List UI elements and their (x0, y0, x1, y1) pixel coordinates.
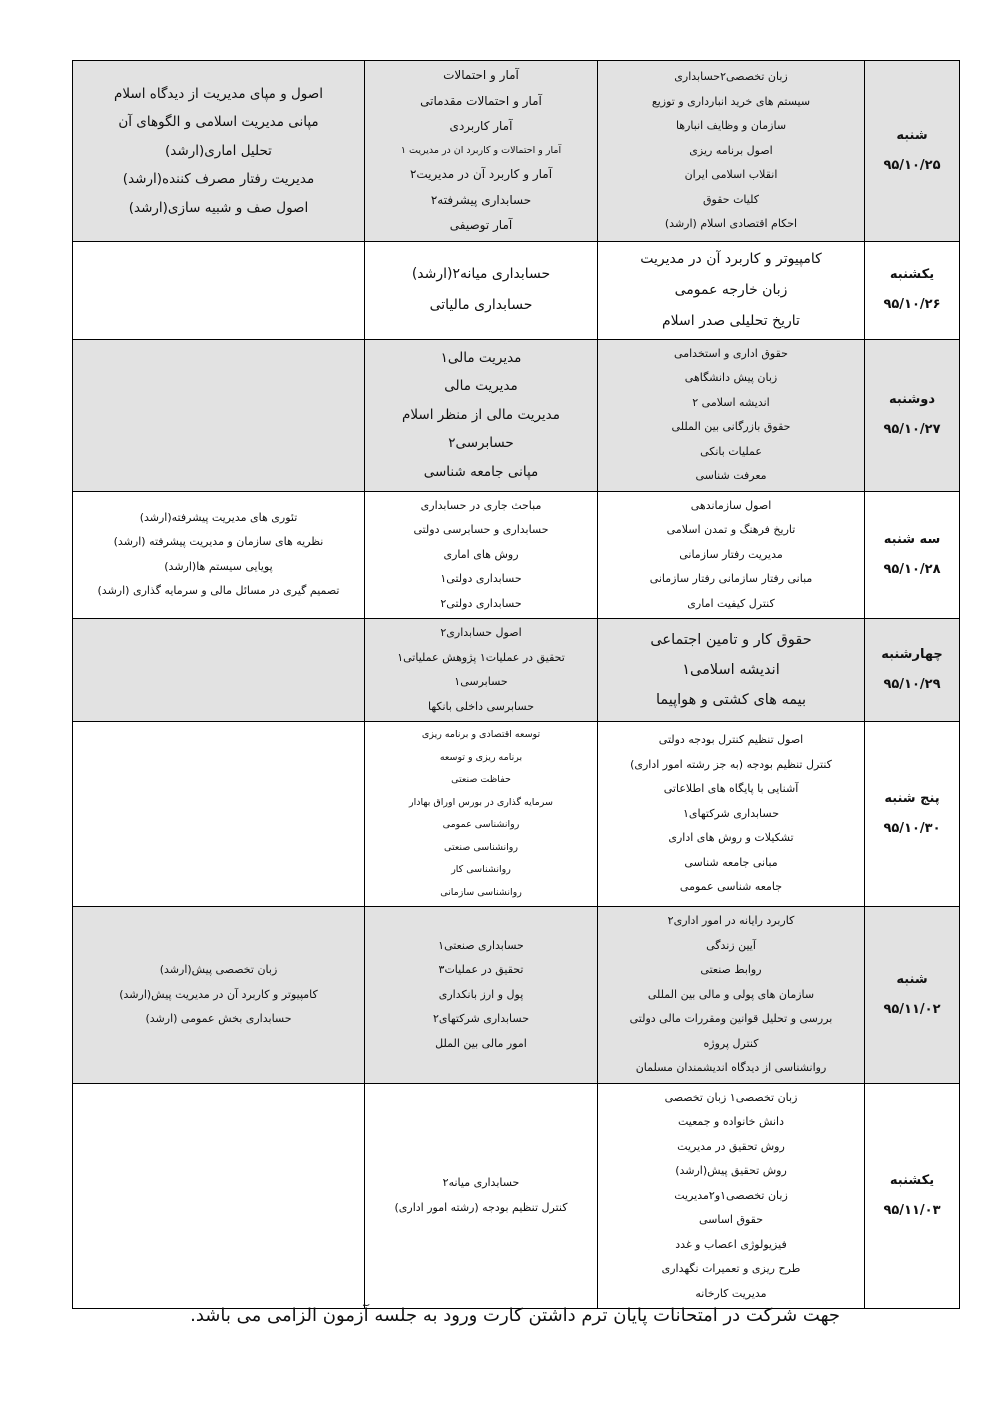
course-name: تاریخ تحلیلی صدر اسلام (662, 312, 800, 329)
day-name: یکشنبه (889, 1172, 935, 1188)
schedule-row (73, 241, 960, 339)
course-name: بررسی و تحلیل قوانین ومقررات مالی دولتی (629, 1012, 833, 1025)
course-name: مدیریت رفتار سازمانی (679, 547, 783, 561)
schedule-row (73, 907, 960, 1084)
schedule-row (73, 491, 960, 619)
course-name: اندیشه اسلامی۱ (682, 662, 780, 678)
schedule-row (73, 339, 960, 491)
course-name: تئوری های مدیریت پیشرفته(ارشد) (139, 510, 298, 524)
course-name: اصول صف و شبیه سازی(ارشد) (128, 199, 309, 216)
day-cell (865, 61, 960, 242)
course-cell-c2 (365, 491, 598, 619)
course-name: احکام اقتصادی اسلام (ارشد) (664, 217, 798, 230)
course-name: حسابداری میانه۲ (442, 1176, 520, 1190)
day-cell (865, 722, 960, 907)
day-name: یکشنبه (889, 267, 935, 282)
course-name: روانشناسی کار (451, 864, 511, 875)
course-name: آشنایی با پایگاه های اطلاعاتی (663, 782, 799, 796)
course-name: اصول حسابداری۲ (440, 626, 522, 639)
course-name: حقوق اساسی (698, 1213, 764, 1226)
course-name: جامعه شناسی عمومی (679, 880, 783, 894)
course-name: مدیریت مالی از منظر اسلام (402, 406, 560, 423)
footer-note: جهت شرکت در امتحانات پایان ترم داشتن کارت ورود به جلسه آزمون الزامی می باشد. (190, 1305, 840, 1326)
course-cell-c2 (365, 61, 598, 242)
course-name: کلیات حقوق (703, 192, 759, 206)
day-cell (865, 241, 960, 339)
schedule-row (73, 61, 960, 242)
course-name: حسابداری و حسابرسی دولتی (413, 523, 549, 536)
day-name: سه شنبه (883, 531, 941, 547)
day-name: دوشنبه (888, 392, 936, 407)
course-name: حسابداری شرکتهای۱ (682, 806, 780, 820)
exam-date: ۹۵/۱۰/۲۸ (883, 561, 941, 577)
course-name: آمار و احتمالات مقدماتی (420, 93, 542, 108)
course-name: حقوق اداری و استخدامی (674, 346, 788, 360)
course-cell-c2 (365, 1083, 598, 1309)
course-name: تحقیق در عملیات۱ پژوهش عملیاتی۱ (397, 650, 565, 664)
course-name: انقلاب اسلامی ایران (684, 168, 778, 181)
day-cell (865, 1083, 960, 1309)
day-name: پنج شنبه (884, 791, 940, 806)
day-cell (865, 491, 960, 619)
course-name: زبان تخصصی پیش(ارشد) (159, 963, 278, 976)
exam-date: ۹۵/۱۱/۰۳ (883, 1202, 941, 1218)
course-name: مبانی رفتار سازمانی رفتار سازمانی (649, 572, 813, 585)
course-name: پول و ارز بانکداری (438, 987, 524, 1001)
course-name: حسابرسی۲ (448, 435, 514, 452)
course-name: روانشناسی سازمانی (440, 886, 522, 898)
course-cell-c2 (365, 619, 598, 722)
course-cell-c1 (598, 61, 865, 242)
course-name: تحقیق در عملیات۳ (438, 963, 524, 976)
schedule-row (73, 1083, 960, 1309)
course-name: حسابداری شرکتهای۲ (432, 1012, 530, 1025)
course-name: حفاظت صنعتی (451, 774, 511, 785)
course-name: روانشناسی از دیدگاه اندیشمندان مسلمان (635, 1061, 827, 1074)
course-name: اصول برنامه ریزی (689, 143, 773, 157)
course-name: روابط صنعتی (700, 963, 762, 976)
course-cell-c2 (365, 241, 598, 339)
course-name: زبان خارجه عمومی (674, 281, 788, 298)
course-cell-c3 (73, 241, 365, 339)
course-name: روش تحقیق در مدیریت (677, 1139, 785, 1153)
course-cell-c1 (598, 241, 865, 339)
course-name: اصول و مپای مدیریت از دیدگاه اسلام (114, 85, 323, 102)
course-name: سرمایه گذاری در بورس اوراق بهادار (409, 796, 553, 808)
course-name: حسابداری دولتی۲ (440, 596, 522, 610)
course-name: حسابداری صنعتی۱ (438, 938, 524, 952)
course-name: حسابداری دولتی۱ (440, 572, 522, 585)
course-name: حسابداری بخش عمومی (ارشد) (145, 1012, 292, 1025)
course-name: حقوق بازرگانی بین المللی (671, 420, 791, 433)
course-name: سیستم های خرید انبارداری و توزیع (651, 94, 811, 108)
schedule-row (73, 619, 960, 722)
course-name: آمار و احتمالات و کاربرد ان در مدیریت ۱ (400, 144, 562, 156)
course-name: تحلیل اماری(ارشد) (165, 142, 272, 159)
course-name: مدیریت مالی (444, 378, 518, 395)
course-cell-c1 (598, 339, 865, 491)
day-cell (865, 907, 960, 1084)
exam-date: ۹۵/۱۰/۲۶ (883, 297, 941, 312)
course-name: مبانی جامعه شناسی (684, 855, 778, 869)
day-cell (865, 339, 960, 491)
course-name: اندیشه اسلامی ۲ (692, 395, 770, 409)
exam-date: ۹۵/۱۰/۲۹ (883, 677, 941, 692)
exam-date: ۹۵/۱۰/۳۰ (883, 821, 941, 836)
course-name: زبان پیش دانشگاهی (684, 371, 778, 384)
course-name: کنترل تنظیم بودجه (رشته امور اداری) (394, 1200, 568, 1214)
course-name: مباحث جاری در حسابداری (420, 498, 542, 512)
course-name: عملیات بانکی (700, 444, 762, 458)
course-name: مپانی جامعه شناسی (423, 463, 539, 480)
course-name: روانشناسی عمومی (442, 819, 520, 830)
course-name: حقوق کار و تامین اجتماعی (650, 632, 812, 648)
course-name: سازمان و وظایف انبارها (675, 119, 787, 132)
course-name: کنترل تنظیم بودجه (به جز رشته امور اداری) (630, 757, 832, 771)
course-cell-c3 (73, 722, 365, 907)
exam-date: ۹۵/۱۰/۲۷ (883, 422, 941, 437)
course-cell-c3 (73, 491, 365, 619)
course-name: مدیریت رفتار مصرف کننده(ارشد) (122, 171, 315, 187)
course-name: حسابرسی۱ (454, 675, 508, 688)
course-name: معرفت شناسی (695, 469, 767, 482)
course-name: اصول تنظیم کنترل بودجه دولتی (658, 733, 804, 747)
exam-date: ۹۵/۱۰/۲۵ (883, 157, 941, 173)
course-cell-c2 (365, 722, 598, 907)
course-cell-c1 (598, 722, 865, 907)
exam-date: ۹۵/۱۱/۰۲ (883, 1001, 941, 1017)
course-name: زبان تخصصی۱ زبان تخصصی (664, 1090, 798, 1104)
course-name: اصول سازماندهی (690, 498, 772, 512)
course-cell-c3 (73, 619, 365, 722)
course-name: حسابرسی داخلی بانکها (427, 699, 534, 713)
course-name: سازمان های پولی و مالی بین المللی (647, 987, 815, 1001)
course-name: حسابداری پیشرفته۲ (430, 192, 532, 207)
course-name: آمار و احتمالات (443, 68, 519, 82)
course-name: روش تحقیق پیش(ارشد) (675, 1164, 787, 1177)
course-name: برنامه ریزی و توسعه (439, 751, 523, 763)
course-cell-c1 (598, 1083, 865, 1309)
course-name: کامپیوتر و کاربرد آن در مدیریت پیش(ارشد) (119, 987, 318, 1001)
course-name: حسابداری میانه۲(ارشد) (411, 266, 551, 282)
course-name: روش های اماری (443, 547, 519, 561)
course-cell-c3 (73, 907, 365, 1084)
course-cell-c1 (598, 619, 865, 722)
day-name: شنبه (896, 127, 928, 143)
course-name: زبان تخصصی۱و۲مدیریت (674, 1188, 788, 1202)
course-name: آمار کاربردی (449, 119, 513, 133)
course-name: آمار و کاربرد آن در مدیریت۲ (409, 167, 553, 181)
course-name: کامپیوتر و کاربرد آن در مدیریت (640, 250, 822, 267)
course-name: مدیریت کارخانه (695, 1286, 767, 1300)
schedule-row (73, 722, 960, 907)
course-name: پویایی سیستم ها(ارشد) (164, 559, 273, 573)
course-name: زبان تخصصی۲حسابداری (674, 70, 788, 83)
course-cell-c1 (598, 907, 865, 1084)
course-name: فیزیولوژی اعصاب و غدد (675, 1237, 787, 1251)
course-name: روانشناسی صنعتی (444, 841, 518, 853)
day-name: چهارشنبه (881, 647, 943, 662)
course-name: مپانی مدیریت اسلامی و الگوهای آن (118, 114, 319, 130)
course-name: کنترل پروژه (703, 1036, 759, 1050)
course-name: بیمه های کشتی و هواپیما (655, 692, 807, 708)
course-name: حسابداری مالیاتی (429, 297, 533, 313)
course-cell-c3 (73, 1083, 365, 1309)
course-cell-c3 (73, 339, 365, 491)
course-cell-c1 (598, 491, 865, 619)
course-name: تاریخ فرهنگ و تمدن اسلامی (666, 523, 796, 536)
course-name: مدیریت مالی۱ (440, 349, 522, 366)
day-name: شنبه (896, 971, 928, 987)
course-name: کنترل کیفیت اماری (687, 596, 775, 610)
course-name: کاربرد رایانه در امور اداری۲ (667, 914, 795, 927)
schedule-body (73, 61, 960, 1309)
day-cell (865, 619, 960, 722)
course-name: تشکیلات و روش های اداری (668, 831, 794, 845)
course-name: دانش خانواده و جمعیت (677, 1115, 785, 1128)
course-cell-c2 (365, 339, 598, 491)
course-name: آمار توصیفی (449, 218, 513, 232)
course-cell-c2 (365, 907, 598, 1084)
course-name: طرح ریزی و تعمیرات نگهداری (661, 1262, 801, 1275)
exam-schedule-table (72, 60, 960, 1309)
course-name: تصمیم گیری در مسائل مالی و سرمایه گذاری (ارشد) (97, 584, 340, 598)
course-name: توسعه اقتصادی و برنامه ریزی (421, 729, 541, 740)
course-name: آیین زندگی (706, 938, 756, 952)
course-cell-c3 (73, 61, 365, 242)
course-name: نظریه های سازمان و مدیریت پیشرفته (ارشد) (113, 535, 324, 549)
course-name: امور مالی بین الملل (435, 1036, 527, 1050)
